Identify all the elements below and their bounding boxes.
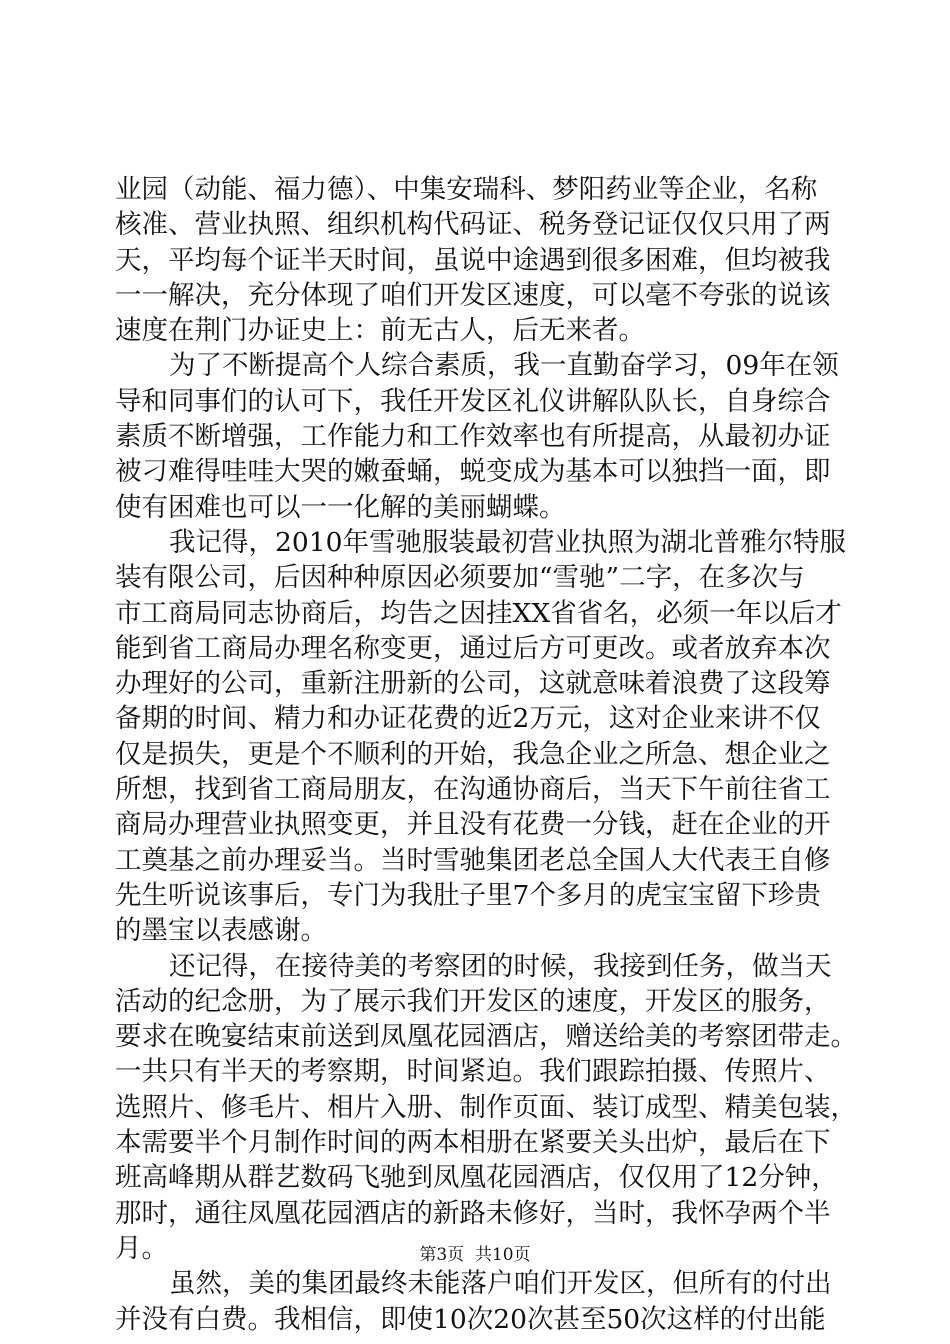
paragraph [115,348,839,524]
text-line: 能到省工商局办理名称变更，通过后方可更改。或者放弃本次 [115,632,831,664]
text-line: 活动的纪念册，为了展示我们开发区的速度，开发区的服务， [115,985,831,1017]
paragraph [115,949,857,1267]
text-line: 我记得，2010年雪驰服装最初营业执照为湖北普雅尔特服 [169,526,846,558]
text-line: 所想，找到省工商局朋友，在沟通协商后，当天下午前往省工 [115,774,831,806]
text-line: 一共只有半天的考察期，时间紧迫。我们跟踪拍摄、传照片、 [115,1056,831,1088]
text-line: 仅是损失，更是个不顺利的开始，我急企业之所急、想企业之 [115,738,831,770]
paragraph [115,525,846,949]
text-line: 的墨宝以表感谢。 [115,915,327,947]
text-line: 导和同事们的认可下，我任开发区礼仪讲解队队长，自身综合 [115,385,831,417]
text-line: 月。 [115,1232,168,1264]
text-line: 先生听说该事后，专门为我肚子里7个多月的虎宝宝留下珍贵 [115,879,821,911]
text-line: 天，平均每个证半天时间，虽说中途遇到很多困难，但均被我 [115,244,831,276]
text-line: 并没有白费。我相信，即使10次20次甚至50次这样的付出能 [115,1303,826,1335]
text-line: 虽然，美的集团最终未能落户咱们开发区，但所有的付出 [169,1268,832,1300]
text-line: 为了不断提高个人综合素质，我一直勤奋学习，09年在领 [169,350,839,382]
paragraph [115,172,835,348]
text-line: 工奠基之前办理妥当。当时雪驰集团老总全国人大代表王自修 [115,844,831,876]
text-line: 备期的时间、精力和办证花费的近2万元，这对企业来讲不仅 [115,703,821,735]
text-line: 办理好的公司，重新注册新的公司，这就意味着浪费了这段筹 [115,668,831,700]
text-line: 业园（动能、福力德）、中集安瑞科、梦阳药业等企业，名称 [115,174,818,205]
text-line: 一一解决，充分体现了咱们开发区速度，可以毫不夸张的说该 [115,279,831,311]
text-line: 那时，通往凤凰花园酒店的新路未修好，当时，我怀孕两个半 [115,1197,831,1229]
text-line: 核准、营业执照、组织机构代码证、税务登记证仅仅只用了两 [115,209,831,241]
text-line: 被刁难得哇哇大哭的嫩蚕蛹，蜕变成为基本可以独挡一面，即 [115,456,831,488]
text-line: 素质不断增强，工作能力和工作效率也有所提高，从最初办证 [115,421,831,453]
text-line: 本需要半个月制作时间的两本相册在紧要关头出炉，最后在下 [115,1127,831,1159]
text-line: 商局办理营业执照变更，并且没有花费一分钱，赶在企业的开 [115,809,831,841]
text-line: 装有限公司，后因种种原因必须要加“雪驰”二字，在多次与 [115,562,805,594]
text-line: 速度在荆门办证史上：前无古人，后无来者。 [115,315,645,347]
text-line: 市工商局同志协商后，均告之因挂XX省省名，必须一年以后才 [115,597,842,629]
body-text [115,172,857,1337]
text-line: 选照片、修毛片、相片入册、制作页面、装订成型、精美包装， [115,1091,857,1123]
text-line: 使有困难也可以一一化解的美丽蝴蝶。 [115,491,566,523]
page-footer: 第3页 共10页 [419,1245,531,1265]
paragraph [115,1266,835,1337]
text-line: 要求在晚宴结束前送到凤凰花园酒店，赠送给美的考察团带走。 [115,1021,857,1053]
text-line: 班高峰期从群艺数码飞驰到凤凰花园酒店，仅仅用了12分钟， [115,1162,838,1194]
text-line: 还记得，在接待美的考察团的时候，我接到任务，做当天 [169,950,832,982]
